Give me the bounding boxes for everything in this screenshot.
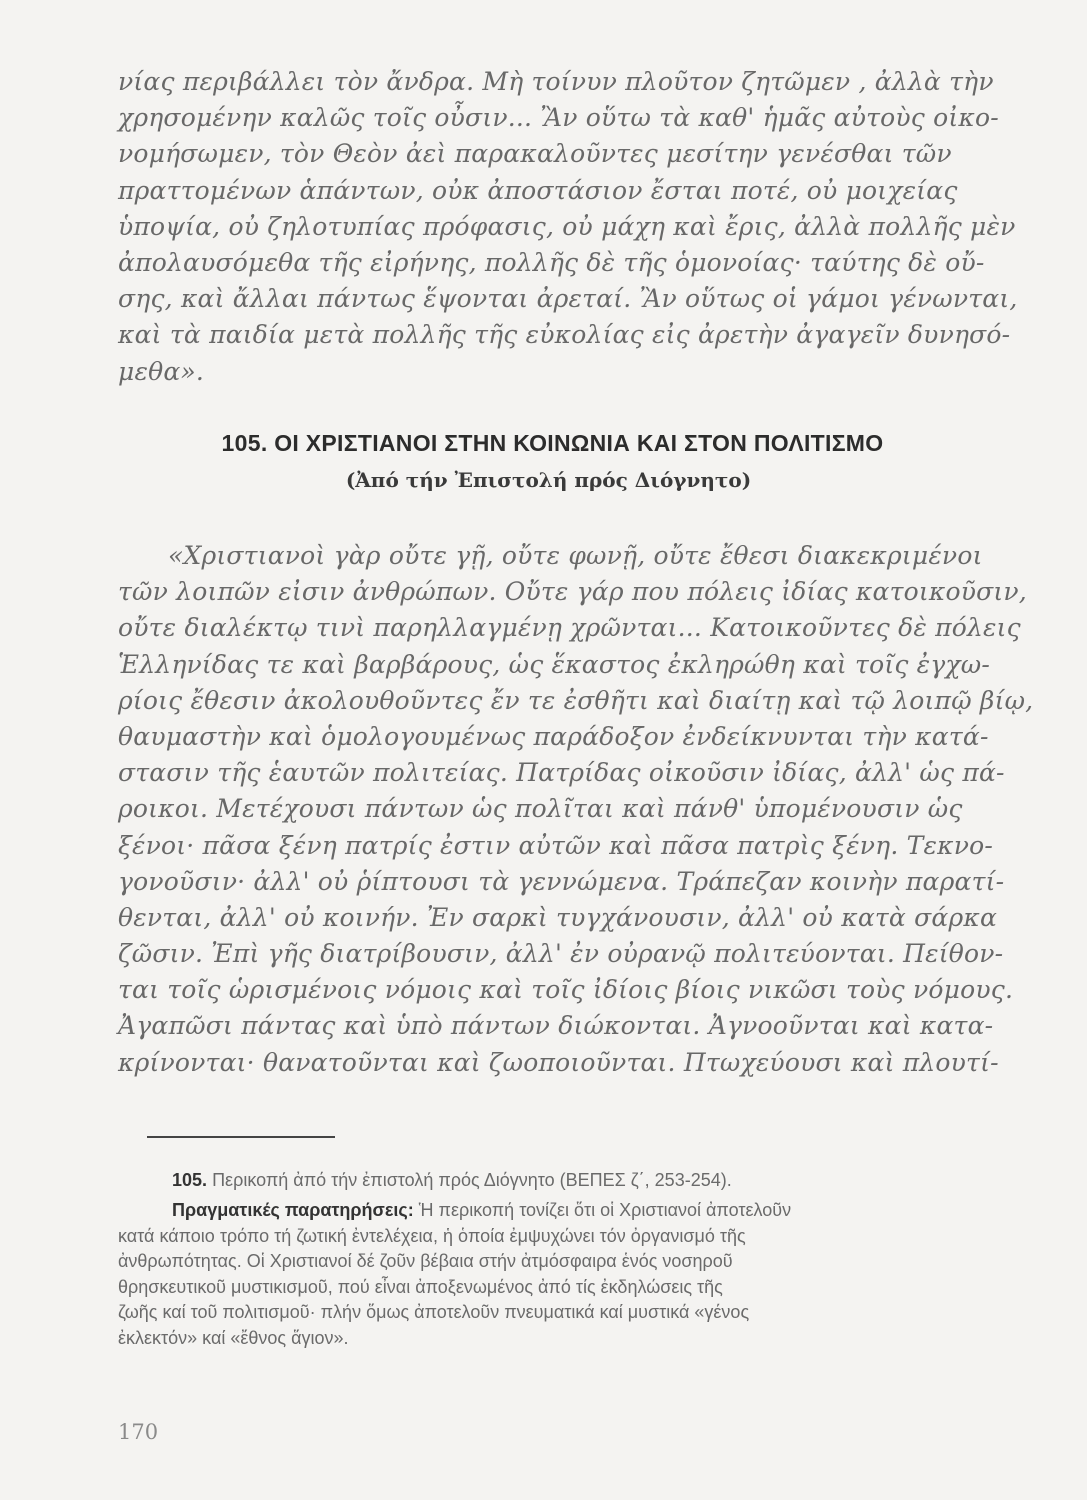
footnote-notes-text: Ἡ περικοπή τονίζει ὅτι οἱ Χριστιανοί ἀποτελοῦν — [418, 1200, 792, 1220]
footnote-line: ἀνθρωπότητας. Οἱ Χριστιανοί δέ ζοῦν βέβαια στήν ἀτμόσφαιρα ἑνός νοσηροῦ — [118, 1251, 733, 1271]
text-line: γονοῦσιν· ἀλλ' οὐ ῥίπτουσι τὰ γεννώμενα. Τράπεζαν κοινὴν παρατί- — [118, 866, 1005, 896]
footnote-notes — [118, 1198, 998, 1351]
text-line: χρησομένην καλῶς τοῖς οὖσιν... Ἂν οὕτω τὰ καθ' ἡμᾶς αὐτοὺς οἰκο- — [118, 103, 999, 133]
text-line: ἀπολαυσόμεθα τῆς εἰρήνης, πολλῆς δὲ τῆς ὁμονοίας· ταύτης δὲ οὔ- — [118, 247, 985, 277]
text-line: ξένοι· πᾶσα ξένη πατρίς ἐστιν αὐτῶν καὶ πᾶσα πατρὶς ξένη. Τεκνο- — [118, 830, 993, 860]
text-line: ρίοις ἔθεσιν ἀκολουθοῦντες ἔν τε ἐσθῆτι καὶ διαίτῃ καὶ τῷ λοιπῷ βίῳ, — [118, 685, 1034, 715]
text-line: θενται, ἀλλ' οὐ κοινήν. Ἐν σαρκὶ τυγχάνουσιν, ἀλλ' οὐ κατὰ σάρκα — [118, 902, 998, 932]
text-line: κρίνονται· θανατοῦνται καὶ ζωοποιοῦνται. Πτωχεύουσι καὶ πλουτί- — [118, 1047, 999, 1077]
text-line: ται τοῖς ὡρισμένοις νόμοις καὶ τοῖς ἰδίοις βίοις νικῶσι τοὺς νόμους. — [118, 975, 1014, 1005]
footnote-notes-first-line — [118, 1198, 998, 1224]
text-line: Ἑλληνίδας τε καὶ βαρβάρους, ὡς ἕκαστος ἐκληρώθη καὶ τοῖς ἐγχω- — [118, 649, 991, 679]
footnote-notes-label: Πραγματικές παρατηρήσεις: — [172, 1200, 414, 1220]
text-line: θαυμαστὴν καὶ ὁμολογουμένως παράδοξον ἐνδείκνυνται τὴν κατά- — [118, 721, 989, 751]
page-number: 170 — [118, 1420, 159, 1444]
text-line: ὑποψία, οὐ ζηλοτυπίας πρόφασις, οὐ μάχη καὶ ἔρις, ἀλλὰ πολλῆς μὲν — [118, 211, 1016, 241]
quote-text-block — [118, 538, 1034, 1081]
footnote-source-text: Περικοπή ἀπό τήν ἐπιστολή πρός Διόγνητο (ΒΕΠΕΣ ζ΄, 253-254). — [212, 1170, 732, 1190]
footnote-number: 105. — [172, 1170, 208, 1190]
text-line: στασιν τῆς ἑαυτῶν πολιτείας. Πατρίδας οἰκοῦσιν ἰδίας, ἀλλ' ὡς πά- — [118, 758, 1005, 788]
footnote-line: κατά κάποιο τρόπο τή ζωτική ἐντελέχεια, ἡ ὁποία ἐμψυχώνει τόν ὀργανισμό τῆς — [118, 1225, 746, 1246]
footnote-line: ἐκλεκτόν» καί «ἔθνος ἅγιον». — [118, 1327, 349, 1348]
footnote-divider — [147, 1136, 335, 1138]
section-subtitle: (Ἀπό τήν Ἐπιστολή πρός Διόγνητο) — [345, 468, 752, 492]
text-line: νομήσωμεν, τὸν Θεὸν ἀεὶ παρακαλοῦντες μεσίτην γενέσθαι τῶν — [118, 139, 952, 169]
text-line: οὔτε διαλέκτῳ τινὶ παρηλλαγμένῃ χρῶνται... Κατοικοῦντες δὲ πόλεις — [118, 613, 1021, 643]
text-line: σης, καὶ ἄλλαι πάντως ἕψονται ἀρεταί. Ἂν οὕτως οἱ γάμοι γένωνται, — [118, 284, 1018, 314]
section-title: 105. ΟΙ ΧΡΙΣΤΙΑΝΟΙ ΣΤΗΝ ΚΟΙΝΩΝΙΑ ΚΑΙ ΣΤΟΝ ΠΟΛΙΤΙΣΜΟ — [221, 430, 884, 456]
text-line: καὶ τὰ παιδία μετὰ πολλῆς τῆς εὐκολίας εἰς ἀρετὴν ἀγαγεῖν δυνησό- — [118, 320, 1011, 350]
text-line: Ἀγαπῶσι πάντας καὶ ὑπὸ πάντων διώκονται. Ἀγνοοῦνται καὶ κατα- — [118, 1011, 994, 1041]
continued-text-block — [118, 64, 1018, 390]
text-line: ροικοι. Μετέχουσι πάντων ὡς πολῖται καὶ πάνθ' ὑπομένουσιν ὡς — [118, 794, 963, 824]
text-line: πραττομένων ἁπάντων, οὐκ ἀποστάσιον ἔσται ποτέ, οὐ μοιχείας — [118, 175, 958, 205]
footnote-line: ζωῆς καί τοῦ πολιτισμοῦ· πλήν ὅμως ἀποτελοῦν πνευματικά καί μυστικά «γένος — [118, 1302, 750, 1322]
text-line: «Χριστιανοὶ γὰρ οὔτε γῇ, οὔτε φωνῇ, οὔτε ἔθεσι διακεκριμένοι — [168, 541, 983, 570]
text-line: ζῶσιν. Ἐπὶ γῆς διατρίβουσιν, ἀλλ' ἐν οὐρανῷ πολιτεύονται. Πείθον- — [118, 939, 1004, 969]
footnote-source — [172, 1168, 1002, 1194]
text-line: μεθα». — [118, 356, 205, 386]
text-line: τῶν λοιπῶν εἰσιν ἀνθρώπων. Οὔτε γάρ που πόλεις ἰδίας κατοικοῦσιν, — [118, 577, 1027, 607]
text-line: νίας περιβάλλει τὸν ἄνδρα. Μὴ τοίνυν πλοῦτον ζητῶμεν , ἀλλὰ τὴν — [118, 67, 994, 96]
footnote-line: θρησκευτικοῦ μυστικισμοῦ, πού εἶναι ἀποξενωμένος ἀπό τίς ἐκδηλώσεις τῆς — [118, 1276, 723, 1297]
